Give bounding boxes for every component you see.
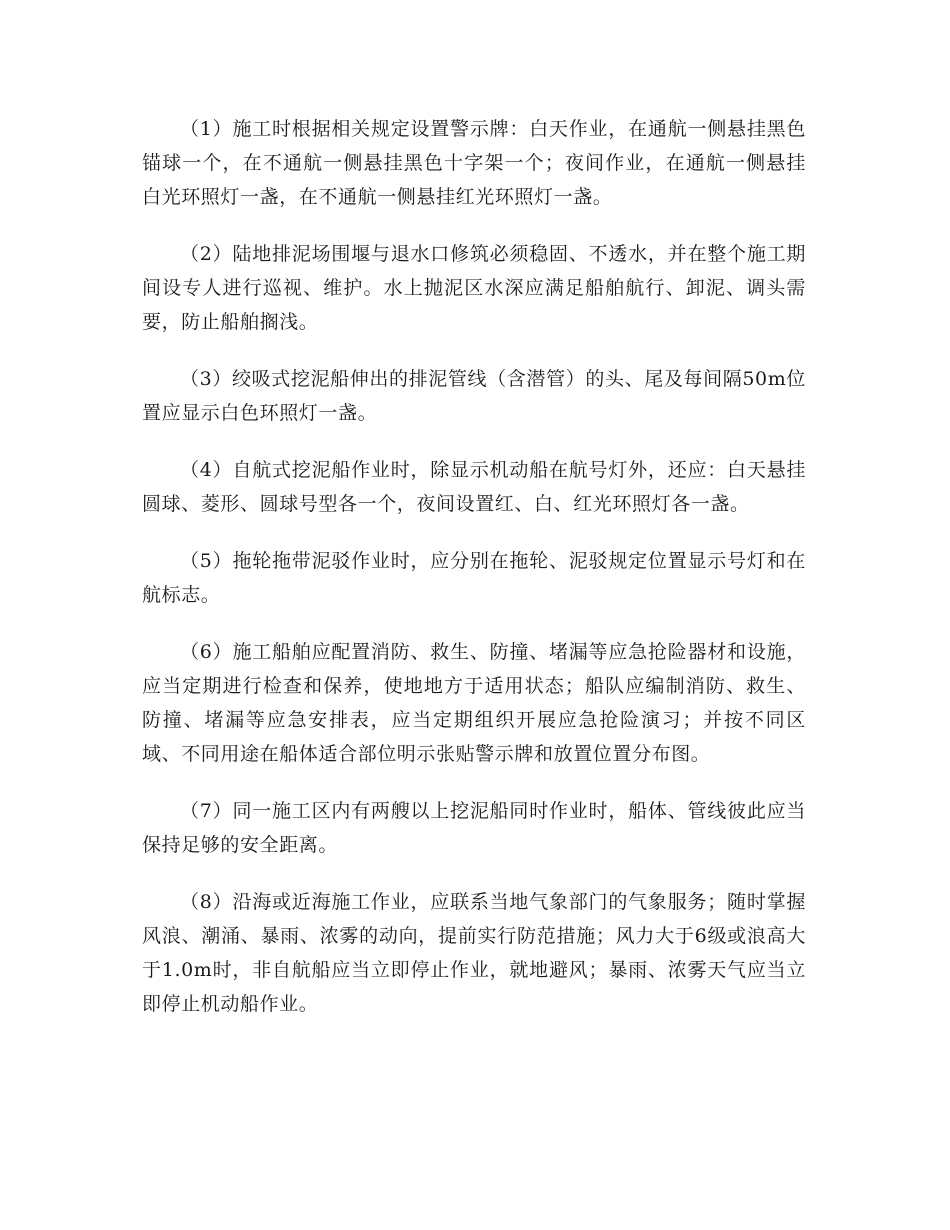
document-body: [142, 112, 806, 1044]
paragraph-6: （6）施工船舶应配置消防、救生、防撞、堵漏等应急抢险器材和设施，应当定期进行检查和保养，使地地方于适用状态；船队应编制消防、救生、防撞、堵漏等应急安排表，应当定期组织开展应急抢险演习；并按不同区域、不同用途在船体适合部位明示张贴警示牌和放置位置分布图。: [142, 641, 806, 765]
paragraph-2: （2）陆地排泥场围堰与退水口修筑必须稳固、不透水，并在整个施工期间设专人进行巡视、维护。水上抛泥区水深应满足船舶航行、卸泥、调头需要，防止船舶搁浅。: [142, 243, 806, 333]
paragraph-8: （8）沿海或近海施工作业，应联系当地气象部门的气象服务；随时掌握风浪、潮涌、暴雨、浓雾的动向，提前实行防范措施；风力大于6级或浪高大于1.0m时，非自航船应当立即停止作业，就地避风；暴雨、浓雾天气应当立即停止机动船作业。: [142, 891, 806, 1015]
paragraph-1: （1）施工时根据相关规定设置警示牌：白天作业，在通航一侧悬挂黑色锚球一个，在不通航一侧悬挂黑色十字架一个；夜间作业，在通航一侧悬挂白光环照灯一盏，在不通航一侧悬挂红光环照灯一盏。: [142, 118, 806, 208]
paragraph-3: （3）绞吸式挖泥船伸出的排泥管线（含潜管）的头、尾及每间隔50m位置应显示白色环照灯一盏。: [142, 368, 806, 424]
paragraph-7: （7）同一施工区内有两艘以上挖泥船同时作业时，船体、管线彼此应当保持足够的安全距离。: [142, 800, 806, 856]
paragraph-5: （5）拖轮拖带泥驳作业时，应分别在拖轮、泥驳规定位置显示号灯和在航标志。: [142, 550, 806, 606]
paragraph-4: （4）自航式挖泥船作业时，除显示机动船在航号灯外，还应：白天悬挂圆球、菱形、圆球号型各一个，夜间设置红、白、红光环照灯各一盏。: [142, 459, 806, 515]
